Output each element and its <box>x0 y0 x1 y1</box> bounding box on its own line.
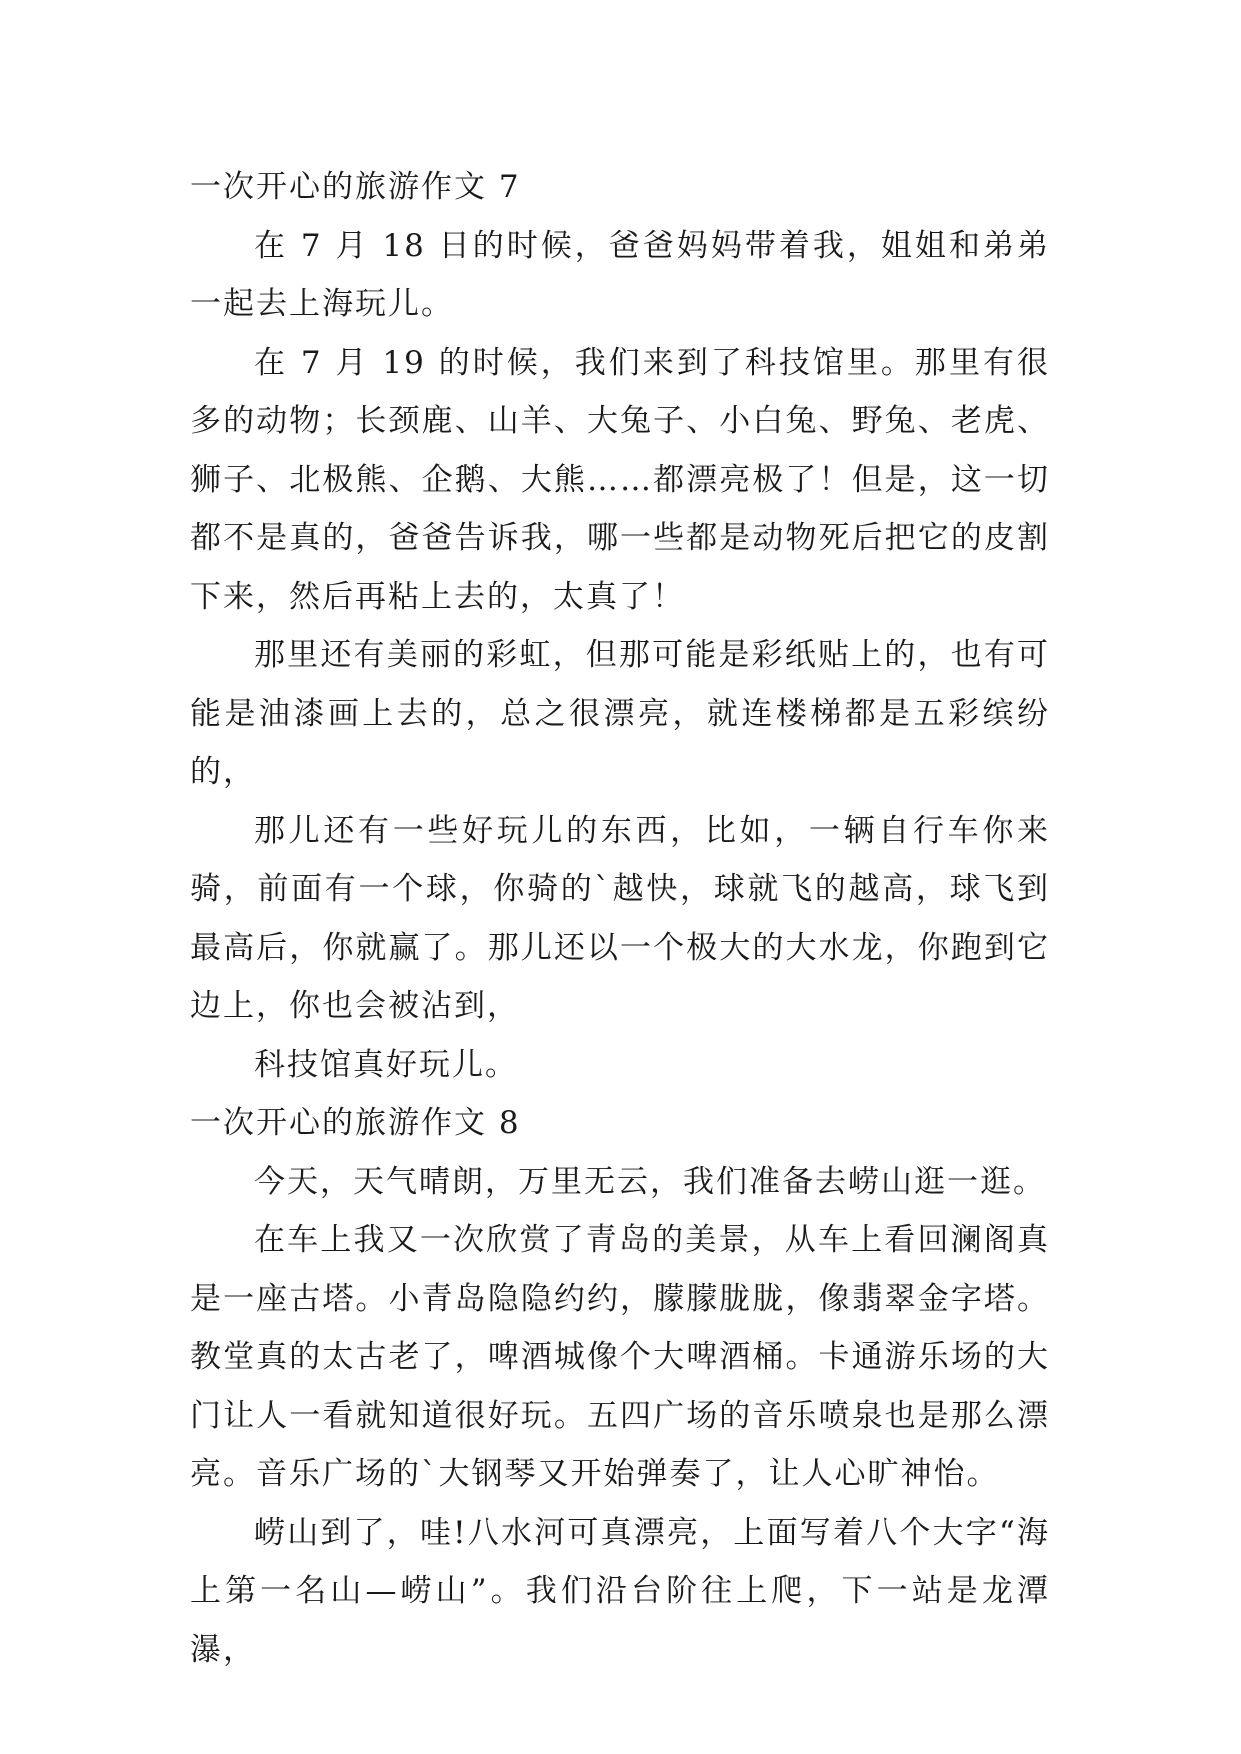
paragraph: 在车上我又一次欣赏了青岛的美景，从车上看回澜阁真是一座古塔。小青岛隐隐约约，朦朦胧胧，像翡翠金字塔。教堂真的太古老了，啤酒城像个大啤酒桶。卡通游乐场的大门让人一看就知道很好玩。五四广场的音乐喷泉也是那么漂亮。音乐广场的`大钢琴又开始弹奏了，让人心旷神怡。 <box>190 1222 1050 1492</box>
paragraph: 在 7 月 19 的时候，我们来到了科技馆里。那里有很多的动物；长颈鹿、山羊、大兔子、小白兔、野兔、老虎、狮子、北极熊、企鹅、大熊……都漂亮极了！但是，这一切都不是真的，爸爸告诉我，哪一些都是动物死后把它的皮割下来，然后再粘上去的，太真了！ <box>190 344 1050 615</box>
paragraph: 科技馆真好玩儿。 <box>254 1046 518 1083</box>
section-title-7: 一次开心的旅游作文 7 <box>190 169 521 205</box>
paragraph: 那儿还有一些好玩儿的东西，比如，一辆自行车你来骑，前面有一个球，你骑的`越快，球就飞的越高，球飞到最高后，你就赢了。那儿还以一个极大的大水龙，你跑到它边上，你也会被沾到， <box>190 812 1050 1024</box>
paragraph: 那里还有美丽的彩虹，但那可能是彩纸贴上的，也有可能是油漆画上去的，总之很漂亮，就连楼梯都是五彩缤纷的， <box>190 637 1050 790</box>
section-title-8: 一次开心的旅游作文 8 <box>190 1105 521 1141</box>
paragraph: 崂山到了，哇!八水河可真漂亮，上面写着八个大字“海上第一名山—崂山”。我们沿台阶往上爬，下一站是龙潭瀑， <box>190 1514 1050 1668</box>
paragraph: 今天，天气晴朗，万里无云，我们准备去崂山逛一逛。 <box>254 1163 1046 1200</box>
document-body <box>190 158 1050 1679</box>
paragraph: 在 7 月 18 日的时候，爸爸妈妈带着我，姐姐和弟弟一起去上海玩儿。 <box>190 227 1050 322</box>
